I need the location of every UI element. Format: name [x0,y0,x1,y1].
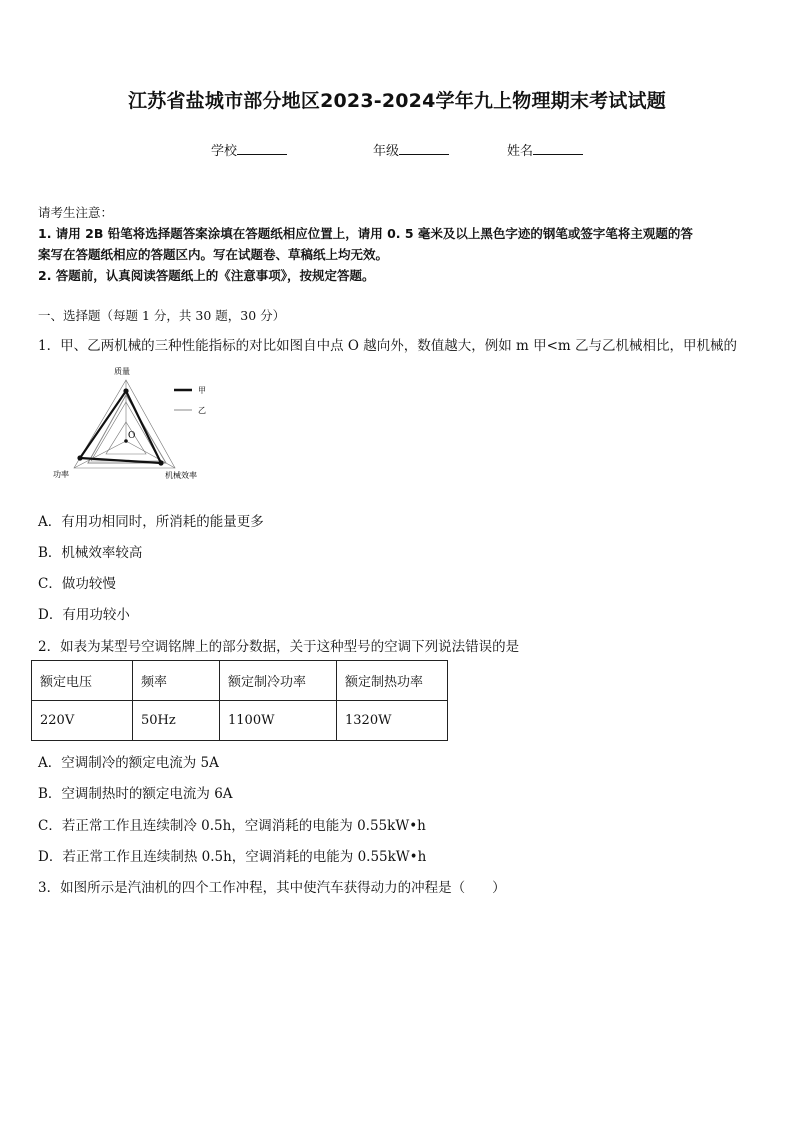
question-2-option-c: C．若正常工作且连续制冷 0.5h，空调消耗的电能为 0.55kW•h [38,818,426,834]
table-cell: 220V [32,701,133,741]
legend-a-label: 甲 [198,386,206,395]
table-cell: 1100W [220,701,337,741]
school-blank [237,142,287,155]
question-1-option-d: D．有用功较小 [38,607,130,623]
school-field [211,140,287,159]
table-header-cell: 额定电压 [32,661,133,701]
name-label: 姓名 [507,144,534,159]
name-blank [533,142,583,155]
spec-table [31,660,448,741]
series-a-point-right [158,460,163,465]
axis-right-label: 机械效率 [165,471,197,480]
series-a-polygon [80,391,161,463]
table-header-cell: 额定制热功率 [337,661,448,701]
section-heading: 一、选择题（每题 1 分，共 30 题，30 分） [38,308,286,323]
table-header-cell: 额定制冷功率 [220,661,337,701]
series-a-point-left [77,455,82,460]
question-1-option-b: B．机械效率较高 [38,545,143,561]
series-a-point-top [123,388,128,393]
grade-field [373,140,449,159]
question-2-stem: 2．如表为某型号空调铭牌上的部分数据，关于这种型号的空调下列说法错误的是 [38,639,520,655]
axis-top-label: 质量 [114,367,130,376]
center-label: O [128,431,136,441]
table-header-row [32,661,448,701]
legend-b-label: 乙 [198,406,206,415]
radar-figure [50,362,230,487]
question-2-option-d: D．若正常工作且连续制热 0.5h，空调消耗的电能为 0.55kW•h [38,849,427,865]
notice-item-1-line-2: 案写在答题纸相应的答题区内。写在试题卷、草稿纸上均无效。 [38,247,389,262]
question-1-option-a: A．有用功相同时，所消耗的能量更多 [38,514,264,530]
question-2-option-a: A．空调制冷的额定电流为 5A [38,755,219,771]
question-1-stem: 1．甲、乙两机械的三种性能指标的对比如图自中点 O 越向外，数值越大，例如 m 甲<m 乙与乙机械相比，甲机械的 [38,338,738,354]
grade-label: 年级 [373,144,400,159]
table-cell: 1320W [337,701,448,741]
table-cell: 50Hz [133,701,220,741]
notice-item-1-line-1: 1. 请用 2B 铅笔将选择题答案涂填在答题纸相应位置上，请用 0. 5 毫米及以上黑色字迹的钢笔或签字笔将主观题的答 [38,226,693,241]
question-1-option-c: C．做功较慢 [38,576,116,592]
notice-item-2: 2. 答题前，认真阅读答题纸上的《注意事项》，按规定答题。 [38,268,375,283]
question-2-option-b: B．空调制热时的额定电流为 6A [38,786,233,802]
page-title: 江苏省盐城市部分地区2023-2024学年九上物理期末考试试题 [128,90,666,112]
table-header-cell: 频率 [133,661,220,701]
question-3-stem: 3．如图所示是汽油机的四个工作冲程，其中使汽车获得动力的冲程是（ ） [38,880,506,896]
grade-blank [399,142,449,155]
axis-left-label: 功率 [53,470,69,479]
name-field [507,140,583,159]
school-label: 学校 [211,144,238,159]
notice-heading: 请考生注意： [38,205,114,220]
table-row [32,701,448,741]
